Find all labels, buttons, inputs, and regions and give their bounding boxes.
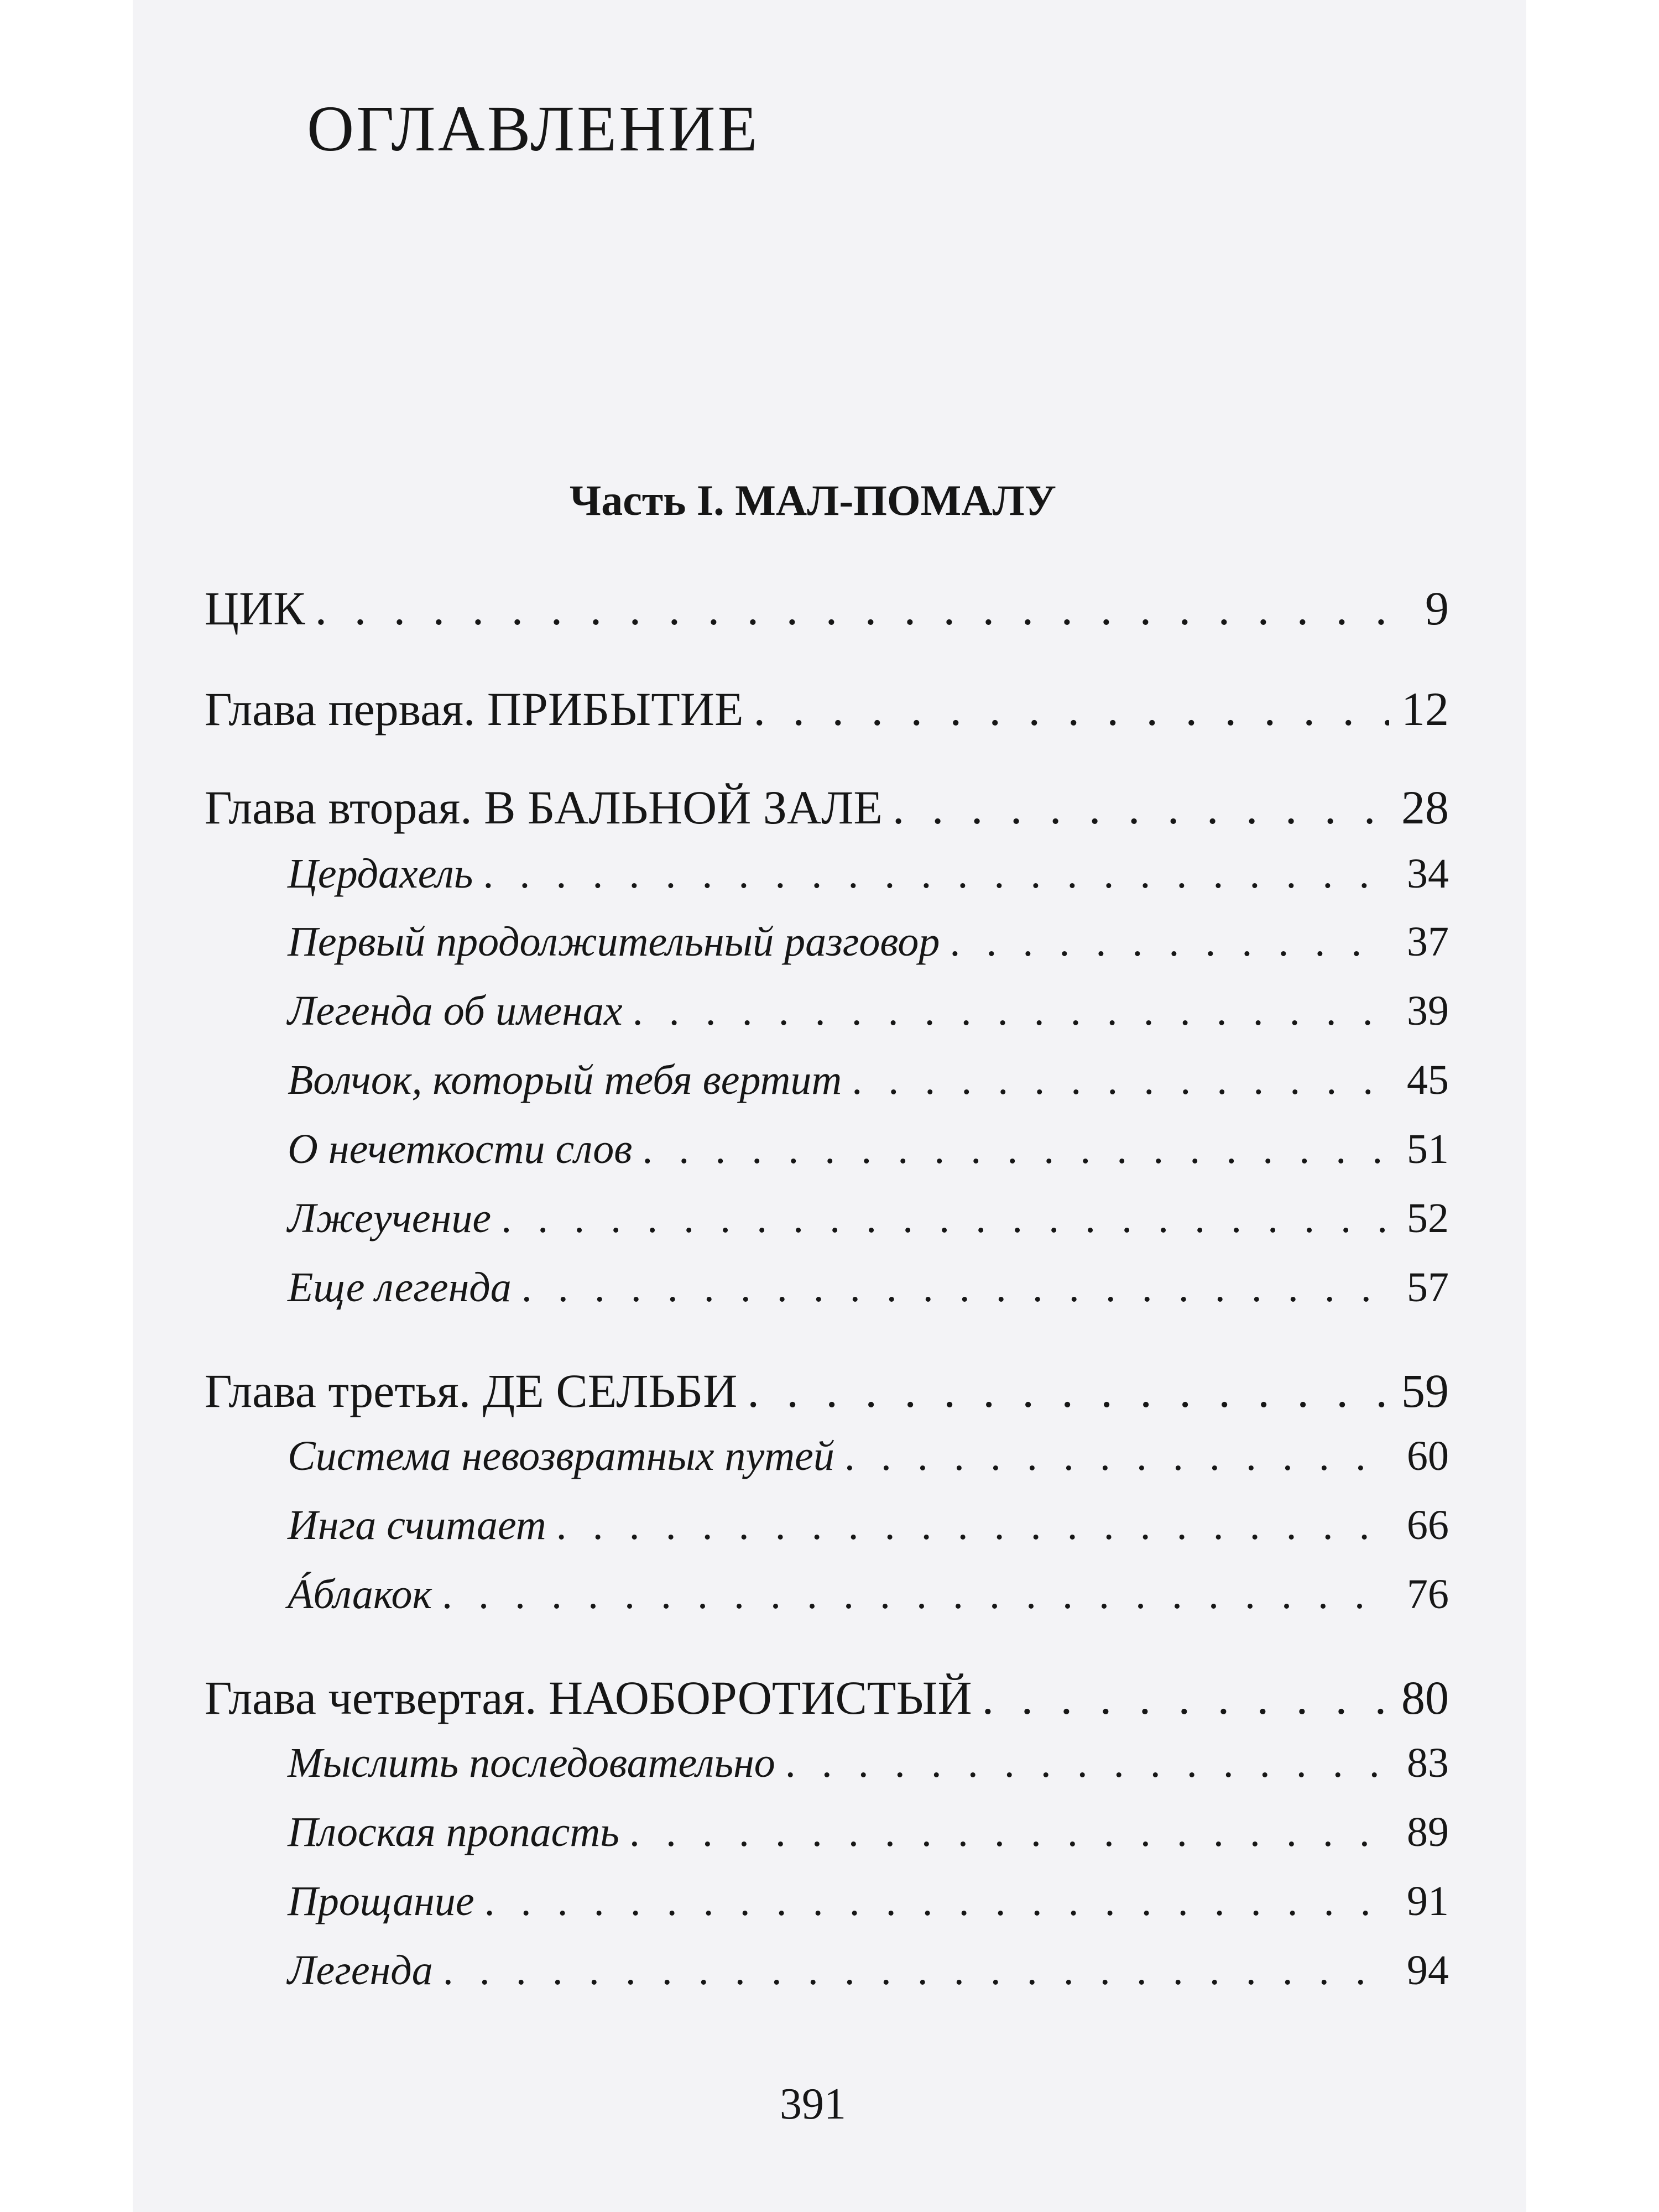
toc-entry-title: Глава четвертая. НАОБОРОТИСТЫЙ [205, 1671, 972, 1724]
toc-entry-title: Прощание [288, 1878, 474, 1924]
dot-leader [443, 1947, 1389, 1995]
dot-leader [893, 780, 1389, 835]
toc-entry [205, 1670, 1449, 1725]
toc-entry-title: Плоская пропасть [288, 1809, 619, 1855]
toc-entry-title: Глава третья. ДЕ СЕЛЬБИ [205, 1364, 738, 1417]
dot-leader [501, 1194, 1389, 1243]
book-page [133, 0, 1526, 2212]
toc-entry-page: 59 [1401, 1364, 1449, 1417]
page-number: 391 [780, 2080, 846, 2128]
toc-entry-title: Волчок, который тебя вертит [288, 1057, 842, 1103]
toc-entry-page: 94 [1407, 1947, 1449, 1994]
toc-entry [205, 581, 1449, 636]
toc-entry-title: Мыслить последовательно [288, 1740, 775, 1786]
toc-entry-page: 34 [1407, 851, 1449, 897]
dot-leader [982, 1670, 1389, 1725]
toc-entry-title: Лжеучение [288, 1195, 492, 1241]
toc-entry-page: 80 [1401, 1671, 1449, 1724]
toc-entry-page: 12 [1401, 682, 1449, 735]
toc-entry-title: Глава вторая. В БАЛЬНОЙ ЗАЛЕ [205, 781, 883, 834]
toc-entry-page: 91 [1407, 1878, 1449, 1924]
dot-leader [950, 918, 1389, 966]
toc-entry-page: 39 [1407, 988, 1449, 1034]
dot-leader [785, 1739, 1389, 1787]
dot-leader [483, 850, 1389, 898]
toc-entry-title: Первый продолжительный разговор [288, 919, 940, 965]
page-margin-right [1526, 0, 1659, 2212]
toc-subentry [288, 1432, 1449, 1480]
toc-entry-page: 9 [1425, 582, 1449, 635]
toc-entry-title: Легенда [288, 1947, 433, 1994]
dot-leader [852, 1056, 1389, 1104]
part-title: Часть I. МАЛ-ПОМАЛУ [570, 476, 1056, 524]
toc-subentry [288, 987, 1449, 1035]
toc-entry-page: 28 [1401, 781, 1449, 834]
toc-entry-page: 60 [1407, 1433, 1449, 1479]
toc-subentry [288, 1808, 1449, 1856]
toc-entry-title: ЦИК [205, 582, 305, 635]
toc-entry [205, 1363, 1449, 1418]
toc-subentry [288, 1877, 1449, 1926]
toc-subentry [288, 918, 1449, 966]
toc-subentry [288, 1125, 1449, 1173]
toc-subentry [288, 1947, 1449, 1995]
page-title: ОГЛАВЛЕНИЕ [307, 92, 760, 165]
toc-subentry [288, 1571, 1449, 1619]
toc-subentry [288, 1056, 1449, 1104]
toc-entry-page: 83 [1407, 1740, 1449, 1786]
dot-leader [629, 1808, 1389, 1856]
toc-subentry [288, 1501, 1449, 1550]
dot-leader [642, 1125, 1389, 1173]
dot-leader [315, 581, 1389, 636]
dot-leader [484, 1877, 1389, 1926]
dot-leader [747, 1363, 1389, 1418]
dot-leader [521, 1264, 1389, 1312]
toc-subentry [288, 1194, 1449, 1243]
toc-entry-title: Инга считает [288, 1502, 546, 1548]
toc-entry-page: 66 [1407, 1502, 1449, 1548]
page-margin-left [0, 0, 133, 2212]
toc-entry-title: Система невозвратных путей [288, 1433, 834, 1479]
toc-subentry [288, 850, 1449, 898]
toc-entry-page: 57 [1407, 1264, 1449, 1311]
toc-entry-page: 45 [1407, 1057, 1449, 1103]
toc-entry-page: 51 [1407, 1126, 1449, 1172]
toc-subentry [288, 1739, 1449, 1787]
dot-leader [753, 681, 1389, 737]
toc-entry-title: Áблакок [288, 1571, 432, 1618]
toc-entry-page: 89 [1407, 1809, 1449, 1855]
dot-leader [844, 1432, 1389, 1480]
toc-entry-title: Легенда об именах [288, 988, 623, 1034]
toc-entry-title: Еще легенда [288, 1264, 512, 1311]
toc-entry-title: Цердахель [288, 851, 473, 897]
toc-entry-page: 52 [1407, 1195, 1449, 1241]
toc-entry-page: 76 [1407, 1571, 1449, 1618]
toc-entry-page: 37 [1407, 919, 1449, 965]
toc-entry-title: Глава первая. ПРИБЫТИЕ [205, 682, 744, 735]
toc-entry [205, 681, 1449, 737]
dot-leader [633, 987, 1389, 1035]
dot-leader [442, 1571, 1389, 1619]
toc-entry-title: О нечеткости слов [288, 1126, 633, 1172]
toc-subentry [288, 1264, 1449, 1312]
dot-leader [556, 1501, 1389, 1550]
toc-entry [205, 780, 1449, 835]
